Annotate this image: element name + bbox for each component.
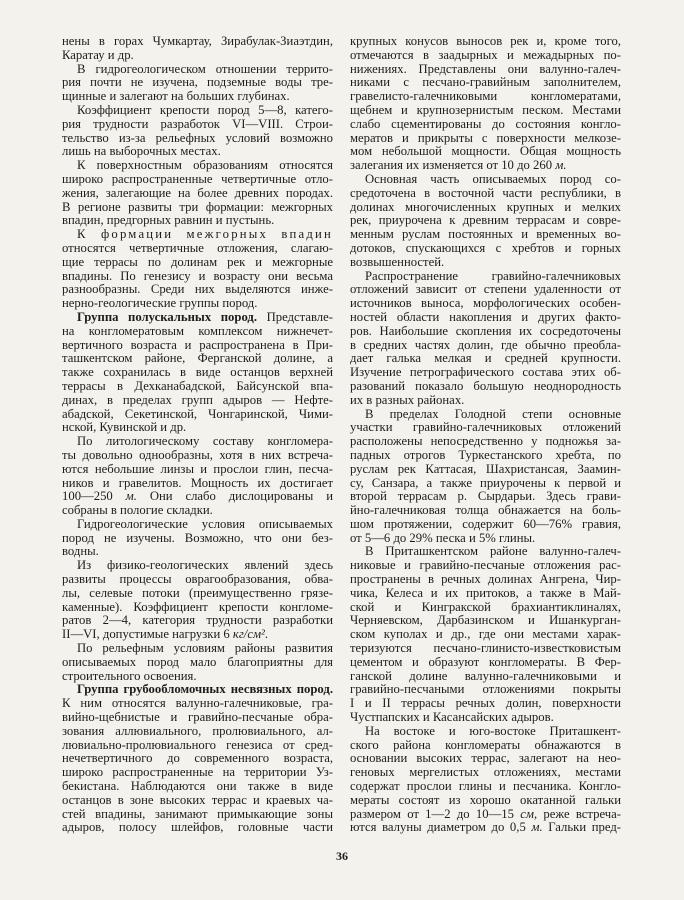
text-line: долинах многочисленных крупных и мелких: [350, 199, 621, 214]
text-line: участки гравийно-галечниковых отложений: [350, 420, 621, 435]
text-line: По рельефным условиям районы развития: [77, 641, 333, 656]
text-line: геновых мергелистых отложениях, местами: [350, 765, 621, 780]
paragraph: [62, 559, 333, 642]
text-line: ностей области накопления и других факто-: [350, 309, 621, 324]
text-line: ты довольно однообразны, хотя в них встреча-: [62, 447, 333, 462]
text-line: террасы в Дехканабадской, Байсунской впа-: [62, 378, 333, 393]
text-line: пространены в речных долинах Ангрена, Чир-: [350, 572, 621, 587]
text-line: руслам рек Каттасая, Шахристансая, Заамин-: [350, 461, 621, 476]
text-line: второй террасам р. Сырдарьи. Здесь грави-: [350, 489, 621, 504]
text-line: ников и гравелитов. Мощность их достигает: [62, 475, 333, 490]
text-line: ров. Наибольшие скопления их сосредоточены: [350, 323, 621, 338]
italic-unit: см: [520, 806, 534, 821]
text-line: ганской долине валунно-галечниковыми и: [350, 668, 621, 683]
text-line: теризуются песчано-глинисто-известковистым: [350, 641, 621, 656]
paragraph: [350, 408, 621, 546]
text-line: рия почти не изучена, подземные воды тре-: [62, 75, 333, 90]
text-line: ском куполах и др., где они местами харак-: [350, 627, 621, 642]
text-line: [350, 821, 621, 835]
text-line: каменные). Коэффициент крепости конгломе-: [62, 599, 333, 614]
text-line: широко распространенные четвертичные отло-: [62, 171, 333, 186]
text-line: их в разных районах.: [350, 392, 465, 407]
text-line: в средних частях долин, где обычно преобла-: [350, 337, 621, 352]
text-line: нижениях. Представлены они валунно-галеч-: [350, 61, 621, 76]
text-line: на конгломератовым комплексом нижнечет-: [62, 323, 333, 338]
text-run: размером от 1—2 до 10—15: [350, 806, 521, 821]
text-line: жения, залегающие на более древних породах.: [62, 185, 333, 200]
text-line: собраны в пологие складки.: [62, 503, 213, 518]
text-line: впадины. По генезису и возрасту они весьма: [62, 268, 333, 283]
text-line: Черняевском, Дарбазинском и Ишанкурган-: [350, 613, 621, 628]
text-line: дотоков, спускающихся с хребтов и горных: [350, 240, 621, 255]
paragraph: [62, 104, 333, 159]
paragraph: [350, 35, 621, 173]
text-line: останцов в зоне высоких террас и краевых ча-: [62, 792, 333, 807]
text-line: нерно-геологические группы пород.: [62, 296, 258, 311]
text-line: щинные и залегают на больших глубинах.: [62, 89, 290, 104]
text-run: Гальки пред-: [542, 820, 621, 835]
text-line: тельство из-за рельефных условий возможно: [62, 130, 333, 145]
text-line: широко распространенные на территории Уз-: [62, 765, 333, 780]
text-line: По литологическому составу конгломера-: [77, 434, 333, 449]
column-left: [62, 35, 333, 835]
text-line: менным руслам постоянных и временных во-: [350, 227, 621, 242]
spaced-emphasis: К формации межгорных впадин: [77, 227, 333, 242]
text-line: ской и Кингракской брахиантиклиналях,: [350, 599, 621, 614]
paragraph: [62, 311, 333, 435]
paragraph: [62, 63, 333, 104]
text-line: йно-галечниковая толща обнажается на боль-: [350, 503, 621, 518]
text-line: [62, 228, 333, 242]
text-line: В регионе развиты три формации: межгорных: [62, 199, 333, 214]
text-line: пород не изучены. Возможно, что они без-: [62, 530, 333, 545]
paragraph: [62, 228, 333, 311]
run-in-heading: Группа грубообломочных несвязных пород.: [77, 682, 333, 697]
text-line: слабо сцементированы до состояния конгло-: [350, 116, 621, 131]
text-line: бекистана. Наблюдаются они также в виде: [62, 779, 333, 794]
text-line: шом протяжении, содержит 60—76% гравия,: [350, 516, 621, 531]
text-run: Представле-: [257, 309, 333, 324]
text-line: строительного освоения.: [62, 668, 197, 683]
text-line: описываемых пород мало благоприятны для: [62, 654, 333, 669]
text-line: нской, Кувинской и др.: [62, 420, 187, 435]
text-line: вертичного возраста и распространена в При-: [62, 337, 333, 352]
paragraph: [62, 518, 333, 559]
text-line: средоточена в восточной части республики, в: [350, 185, 621, 200]
text-run: ются валуны диаметром до 0,5: [350, 820, 532, 835]
italic-unit: м.: [531, 820, 543, 835]
text-line: водны.: [62, 544, 99, 559]
text-line: нены в горах Чумкартау, Зирабулак-Зиаэтдин,: [62, 34, 333, 48]
italic-unit: кг/см²: [232, 627, 265, 642]
text-line: никовые и гравийно-песчаные отложения рас-: [350, 558, 621, 573]
text-line: динах, в пределах групп адыров — Нефте-: [62, 392, 333, 407]
paragraph: [62, 35, 333, 63]
text-line: стей впадины, занимают примыкающие зоны: [62, 806, 333, 821]
text-line: никами с песчано-гравийным заполнителем,: [350, 75, 621, 90]
text-line: ташкентском районе, Ферганской долине, а: [62, 351, 333, 366]
text-line: На востоке и юго-востоке Приташкент-: [365, 723, 621, 738]
text-line: разнообразны. Среди них выделяются инже-: [62, 282, 333, 297]
text-run: , реже встреча-: [533, 806, 621, 821]
text-line: рия трудности разработок VI—VIII. Строи-: [62, 116, 333, 131]
text-line: относятся четвертичные отложения, слагаю-: [62, 240, 333, 255]
paragraph: [62, 683, 333, 835]
text-line: содержат прослои глины и песчаника. Конгло-: [350, 779, 621, 794]
text-line: нечетвертичного до современного возраста,: [62, 751, 333, 766]
text-line: щие террасы по долинам рек и межгорные: [62, 254, 333, 269]
text-line: су, Санзара, а также приурочены к первой и: [350, 475, 621, 490]
text-run: .: [264, 627, 269, 642]
text-line: [62, 311, 333, 325]
text-line: [62, 628, 333, 642]
text-line: лишь на выборочных местах.: [62, 144, 221, 159]
text-run: II—VI, допустимые нагрузки 6: [62, 627, 233, 642]
text-line: отложений зависит от степени удаленности от: [350, 282, 621, 297]
text-line: гравийно-песчаными отложениями покрыты: [350, 682, 621, 697]
paragraph: [62, 642, 333, 683]
text-line: дает галька мелкая и средней крупности.: [350, 351, 621, 366]
text-line: Коэффициент крепости пород 5—8, катего-: [77, 102, 333, 117]
text-line: мераты состоят из хорошо окатанной гальки: [350, 792, 621, 807]
paragraph: [350, 545, 621, 724]
italic-unit: м.: [555, 158, 567, 173]
text-line: впадин, предгорных равнин и пустынь.: [62, 213, 275, 228]
text-line: отмечаются в заадырных и межадырных по-: [350, 47, 621, 62]
text-line: В пределах Голодной степи основные: [365, 406, 621, 421]
text-line: [62, 683, 333, 697]
text-line: Изучение петрографического состава этих об-: [350, 365, 621, 380]
text-line: лы, селевые потоки (преимущественно грязе-: [62, 585, 333, 600]
text-line: ются небольшие линзы и прослои глин, песча-: [62, 461, 333, 476]
text-line: развиты процессы оврагообразования, обва-: [62, 572, 333, 587]
text-line: мератов и прикрыты с поверхности мелкозе-: [350, 130, 621, 145]
text-line: абадской, Секетинской, Чонгаринской, Чими-: [62, 406, 333, 421]
text-line: возвышенностей.: [350, 254, 445, 269]
text-line: К ним относятся валунно-галечниковые, гра-: [62, 696, 333, 711]
paragraph: [62, 435, 333, 518]
text-line: ратов 2—4, категория трудности разработки: [62, 613, 333, 628]
page-number: 36: [336, 849, 348, 863]
paragraph: [350, 725, 621, 835]
text-line: источников выноса, морфологических особен-: [350, 296, 621, 311]
paragraph: [350, 173, 621, 270]
text-line: Распространение гравийно-галечниковых: [365, 268, 621, 283]
text-line: Из физико-геологических явлений здесь: [77, 558, 333, 573]
text-line: ского района конгломераты обнажаются в: [350, 737, 621, 752]
text-line: I и II террасы речных долин, поверхности: [350, 696, 621, 711]
text-line: вийно-щебнистые и гравийно-песчаные обра-: [62, 710, 333, 725]
text-line: крупных конусов выносов рек и, кроме того,: [350, 34, 621, 48]
text-line: гравелисто-галечниковыми конгломератами,: [350, 89, 621, 104]
run-in-heading: Группа полускальных пород.: [77, 309, 258, 324]
paragraph: [350, 270, 621, 408]
text-line: от 5—6 до 29% песка и 5% глины.: [350, 530, 536, 545]
column-right: [350, 35, 621, 835]
text-line: адыров, полосу шлейфов, головные части: [62, 820, 333, 835]
text-line: Основная часть описываемых пород со-: [365, 171, 621, 186]
text-line: Чустпапских и Касансайских адыров.: [350, 710, 554, 725]
text-line: [62, 490, 333, 504]
text-line: щебнем и крупнозернистым песком. Местами: [350, 102, 621, 117]
text-line: мом небольшой мощности. Общая мощность: [350, 144, 621, 159]
text-line: [350, 808, 621, 822]
text-line: Гидрогеологические условия описываемых: [77, 516, 333, 531]
text-line: В Приташкентском районе валунно-галеч-: [365, 544, 621, 559]
text-run: Они слабо дислоцированы и: [136, 489, 333, 504]
text-line: падных отрогов Туркестанского хребта, по: [350, 447, 621, 462]
text-line: рек, приурочена к древним террасам и совре-: [350, 213, 621, 228]
text-line: лювиально-пролювиального генезиса от сред-: [62, 737, 333, 752]
text-line: К поверхностным образованиям относятся: [77, 158, 333, 173]
text-line: зования аллювиального, пролювиального, ал-: [62, 723, 333, 738]
text-line: основании высоких террас, залегают на нео-: [350, 751, 621, 766]
text-line: чика, Келеса и их притоков, а также в Май-: [350, 585, 621, 600]
italic-unit: м.: [125, 489, 137, 504]
text-line: также сохранилась в виде останцов верхней: [62, 365, 333, 380]
text-run: 100—250: [62, 489, 126, 504]
text-line: цементом и образуют конгломераты. В Фер-: [350, 654, 621, 669]
text-line: В гидрогеологическом отношении террито-: [77, 61, 333, 76]
text-run: залегания их изменяется от 10 до 260: [350, 158, 556, 173]
text-line: [350, 159, 621, 173]
text-line: расположены непосредственно у подножья за-: [350, 434, 621, 449]
text-line: разований показало большую неоднородность: [350, 378, 621, 393]
paragraph: [62, 159, 333, 228]
text-line: Каратау и др.: [62, 47, 134, 62]
